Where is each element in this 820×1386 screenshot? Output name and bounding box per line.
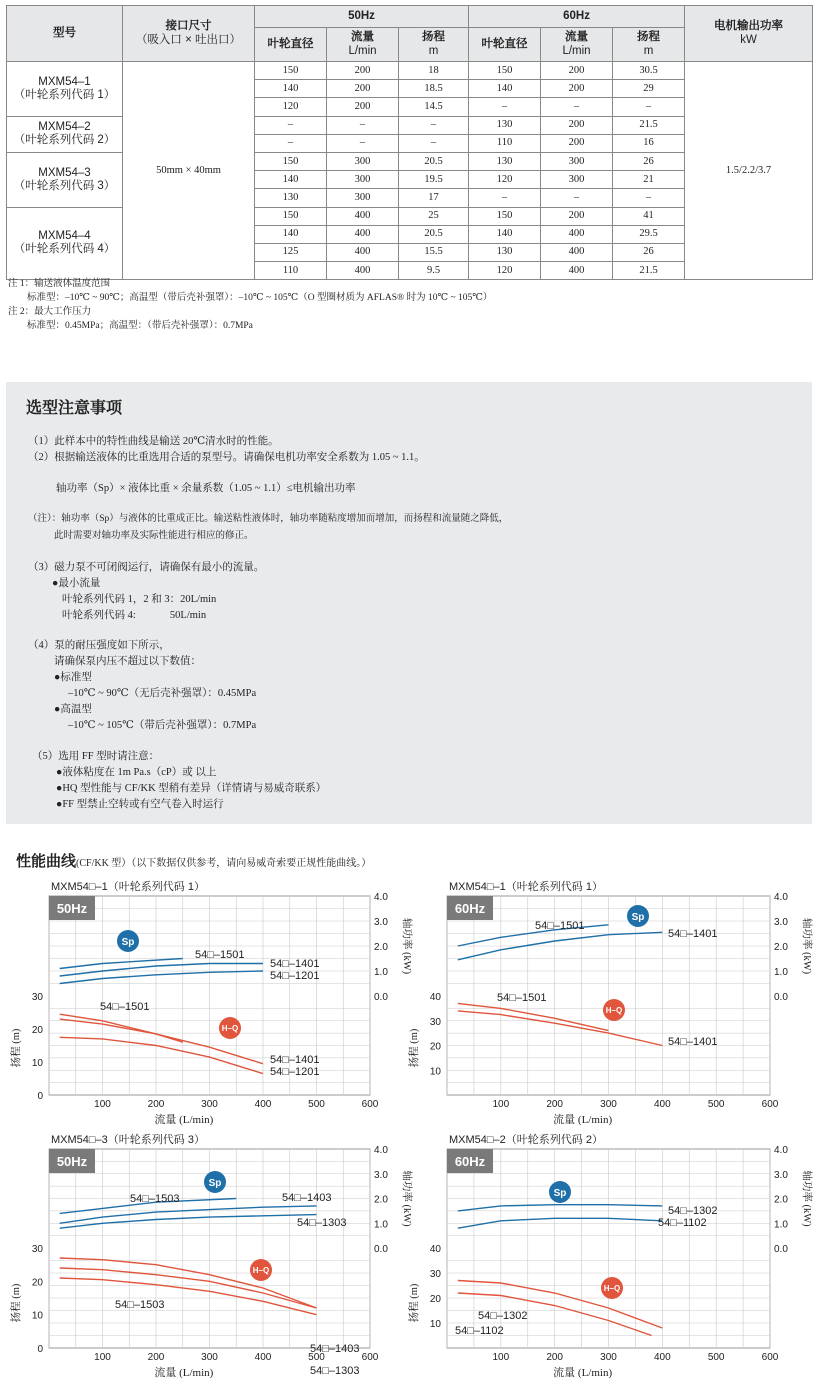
head-tick-label: 40 [429,992,441,1003]
sp-series-label: 54□–1401 [270,958,320,970]
power-tick-label: 2.0 [374,942,388,953]
th-head-50 [399,28,469,62]
table-cell: 300 [327,152,399,170]
table-cell: – [469,98,541,116]
sp-badge-label: Sp [631,912,645,923]
th-power-label: 电机输出功率 [714,20,784,33]
th-model: 型号 [7,6,123,62]
hz-badge-label: 50Hz [56,1154,88,1169]
x-tick-label: 600 [361,1352,379,1363]
perf-heading [16,850,371,871]
power-tick-label: 3.0 [774,917,788,928]
x-tick-label: 300 [600,1099,617,1110]
model-name: MXM54–4 [38,230,91,243]
table-cell: 400 [327,262,399,280]
spec-table-body [7,62,813,280]
table-cell: – [255,116,327,134]
hq-series-label: 54□–1302 [478,1310,528,1322]
table-cell: 26 [613,243,685,261]
th-port-sub: （吸入口 × 吐出口） [135,33,242,46]
table-cell: – [327,116,399,134]
th-head-60-label: 扬程 [637,31,661,44]
spec-table [6,5,813,280]
model-cell [7,62,123,117]
model-name: MXM54–1 [38,75,91,88]
power-tick-label: 2.0 [774,942,788,953]
selection-line: 此时需要对轴功率及实际性能进行相应的修正。 [54,531,254,541]
selection-line: –10℃ ~ 90℃（无后壳补强罩）：0.45MPa [68,688,257,699]
sp-series-label: 54□–1303 [297,1217,347,1229]
head-tick-label: 30 [429,1269,441,1280]
table-cell: – [541,98,613,116]
x-tick-label: 500 [308,1099,325,1110]
x-tick-label: 500 [707,1352,725,1363]
chart-panel [9,879,414,1126]
chart-panel [9,1132,414,1378]
chart-title: MXM54□–3（叶轮系列代码 3） [51,1134,205,1146]
table-cell: – [613,98,685,116]
chart-title: MXM54□–1（叶轮系列代码 1） [449,881,603,893]
table-cell: 120 [469,171,541,189]
model-code: （叶轮系列代码 1） [13,88,116,101]
table-cell: 130 [255,189,327,207]
sp-series-label: 54□–1401 [668,928,718,940]
table-cell: 200 [327,98,399,116]
table-cell: 15.5 [399,243,469,261]
table-cell: 140 [469,80,541,98]
hq-badge-label: H–Q [603,1284,621,1293]
x-tick-label: 100 [94,1099,111,1110]
table-cell: 130 [469,116,541,134]
th-head-60 [613,28,685,62]
performance-charts [0,878,820,1378]
table-cell: 18 [399,62,469,80]
table-cell: 400 [541,262,613,280]
table-cell: – [541,189,613,207]
table-cell: 300 [327,171,399,189]
table-cell: – [469,189,541,207]
th-port-label: 接口尺寸 [165,20,212,33]
hq-series-label: 54□–1401 [270,1054,320,1066]
th-port [123,6,255,62]
head-tick-label: 20 [31,1277,43,1289]
th-flow-50-unit: L/min [348,44,377,57]
x-tick-label: 500 [707,1099,725,1110]
x-tick-label: 300 [201,1352,218,1363]
table-cell: 400 [327,243,399,261]
table-cell: 140 [255,80,327,98]
selection-line: ●高温型 [54,704,92,715]
x-tick-label: 400 [653,1099,671,1110]
power-tick-label: 3.0 [374,1169,388,1181]
selection-notes-panel [6,382,812,824]
hq-badge-label: H–Q [605,1006,623,1015]
table-notes [8,277,492,333]
x-tick-label: 400 [254,1099,272,1110]
sp-badge-label: Sp [121,937,135,948]
x-tick-label: 100 [492,1352,510,1363]
selection-line: （5）选用 FF 型时请注意： [32,751,160,762]
selection-line: ●标准型 [54,672,92,683]
power-tick-label: 0.0 [374,1244,388,1255]
x-tick-label: 200 [147,1352,165,1363]
x-tick-label: 400 [653,1352,671,1363]
x-tick-label: 100 [94,1352,111,1363]
table-cell: 21.5 [613,262,685,280]
hz-badge-label: 60Hz [454,901,486,916]
table-cell: 18.5 [399,80,469,98]
note-line: 注 2：最大工作压力 [8,307,92,317]
hq-series-label: 54□–1403 [310,1343,360,1355]
power-tick-label: 2.0 [774,1194,788,1206]
x-axis-label: 流量 (L/min) [154,1367,214,1378]
th-power-unit: kW [740,33,757,46]
power-tick-label: 0.0 [774,992,788,1003]
selection-line: （3）磁力泵不可闭阀运行，请确保有最小的流量。 [28,562,265,573]
table-cell: 200 [541,207,613,225]
table-cell: 29 [613,80,685,98]
power-tick-label: 0.0 [374,992,388,1003]
model-cell [7,207,123,280]
power-tick-label: 4.0 [774,892,788,903]
selection-line: （4）泵的耐压强度如下所示， [28,640,170,651]
model-name: MXM54–2 [38,121,91,134]
power-tick-label: 2.0 [374,1194,388,1206]
selection-line: –10℃ ~ 105℃（带后壳补强罩）：0.7MPa [68,720,257,731]
th-60hz: 60Hz [469,6,685,28]
table-cell: 130 [469,243,541,261]
th-power [685,6,813,62]
hz-badge-label: 50Hz [56,901,88,916]
hq-series-label: 54□–1303 [310,1365,360,1377]
head-tick-label: 40 [429,1244,441,1255]
th-impeller-50: 叶轮直径 [255,28,327,62]
selection-line: ●液体粘度在 1m Pa.s（cP）或 以上 [56,767,217,778]
power-tick-label: 4.0 [374,892,388,903]
table-cell: 125 [255,243,327,261]
table-cell: 20.5 [399,225,469,243]
head-tick-label: 10 [429,1066,441,1078]
table-cell: 41 [613,207,685,225]
head-axis-label: 扬程 (m) [409,1028,420,1068]
table-cell: 140 [255,225,327,243]
table-cell: 200 [541,80,613,98]
x-tick-label: 300 [600,1352,617,1363]
th-flow-60 [541,28,613,62]
table-cell: 300 [327,189,399,207]
table-cell: 26 [613,152,685,170]
head-tick-label: 0 [37,1344,43,1355]
hq-series-label: 54□–1102 [455,1325,504,1337]
hq-series-label: 54□–1401 [668,1036,718,1048]
perf-heading-note: (CF/KK 型）（以下数据仅供参考，请向易威奇索要正规性能曲线。） [76,858,372,869]
selection-line: 叶轮系列代码 1，2 和 3：20L/min [62,594,217,605]
power-tick-label: 1.0 [774,1219,788,1231]
perf-heading-main: 性能曲线 [16,853,77,870]
head-axis-label: 扬程 (m) [11,1283,22,1323]
x-axis-label: 流量 (L/min) [553,1367,613,1378]
table-cell: 110 [469,134,541,152]
head-tick-label: 10 [31,1058,43,1069]
table-cell: – [613,189,685,207]
table-cell: 21.5 [613,116,685,134]
selection-line: ●最小流量 [52,578,101,589]
selection-line: ●HQ 型性能与 CF/KK 型稍有差异（详情请与易威奇联系） [56,783,327,794]
selection-line: （2）根据输送液体的比重选用合适的泵型号。请确保电机功率安全系数为 1.05 ~ 1.1。 [28,452,425,463]
table-cell: 140 [255,171,327,189]
table-cell: 14.5 [399,98,469,116]
note-line: 注 1：输送液体温度范围 [8,279,111,289]
table-cell: 400 [327,225,399,243]
table-cell: 150 [255,62,327,80]
selection-title: 选型注意事项 [26,400,123,417]
head-tick-label: 30 [31,992,43,1003]
table-cell: 130 [469,152,541,170]
hz-badge-label: 60Hz [454,1154,486,1169]
sp-series-label: 54□–1501 [195,949,245,961]
th-head-60-unit: m [643,44,654,57]
sp-badge-label: Sp [553,1188,567,1199]
power-tick-label: 3.0 [374,917,388,928]
chart-panel [407,879,814,1126]
head-tick-label: 20 [429,1294,441,1305]
table-cell: 120 [469,262,541,280]
th-flow-50-label: 流量 [351,31,374,44]
hq-series-label: 54□–1201 [270,1066,320,1078]
table-cell: 400 [541,225,613,243]
power-axis-label: 轴功率 (kW) [401,917,412,975]
sp-series-label: 54□–1503 [130,1193,180,1205]
power-tick-label: 4.0 [374,1145,388,1156]
hq-badge-label: H–Q [252,1266,270,1275]
note-line: 标准型：0.45MPa；高温型：（带后壳补强罩）：0.7MPa [8,321,253,331]
power-tick-label: 1.0 [374,1219,388,1231]
sp-series-label: 54□–1201 [270,970,320,982]
table-cell: 200 [327,80,399,98]
model-code: （叶轮系列代码 3） [13,179,116,192]
x-tick-label: 300 [201,1099,218,1110]
hq-badge-label: H–Q [221,1024,239,1033]
table-row [7,62,813,80]
x-tick-label: 200 [147,1099,165,1110]
x-tick-label: 200 [546,1099,564,1110]
x-tick-label: 600 [761,1352,779,1363]
x-tick-label: 100 [492,1099,510,1110]
th-head-50-label: 扬程 [422,31,445,44]
selection-line: 轴功率（Sp）× 液体比重 × 余量系数（1.05 ~ 1.1）≤电机输出功率 [56,483,356,494]
chart-title: MXM54□–1（叶轮系列代码 1） [51,881,205,893]
power-axis-label: 轴功率 (kW) [801,917,812,975]
table-cell: 30.5 [613,62,685,80]
table-cell: 25 [399,207,469,225]
th-flow-60-label: 流量 [565,31,589,44]
head-tick-label: 20 [31,1025,43,1036]
model-cell [7,152,123,207]
th-head-50-unit: m [428,44,439,57]
selection-line: （1）此样本中的特性曲线是输送 20℃清水时的性能。 [28,436,279,447]
power-tick-label: 0.0 [774,1244,788,1255]
table-cell: 110 [255,262,327,280]
table-cell: 120 [255,98,327,116]
chart-title: MXM54□–2（叶轮系列代码 2） [449,1134,603,1146]
power-tick-label: 1.0 [774,967,788,978]
x-axis-label: 流量 (L/min) [553,1114,613,1126]
table-cell: 19.5 [399,171,469,189]
x-tick-label: 600 [361,1099,379,1110]
table-cell: 150 [255,152,327,170]
x-tick-label: 600 [761,1099,779,1110]
table-cell: 200 [541,62,613,80]
power-value-cell: 1.5/2.2/3.7 [685,62,813,280]
table-cell: 200 [541,134,613,152]
model-cell [7,116,123,152]
table-cell: 200 [327,62,399,80]
power-tick-label: 3.0 [774,1169,788,1181]
head-tick-label: 20 [429,1041,441,1053]
model-code: （叶轮系列代码 2） [13,134,116,147]
table-cell: 150 [469,207,541,225]
power-axis-label: 轴功率 (kW) [401,1170,412,1227]
x-tick-label: 400 [254,1352,272,1363]
sp-series-label: 54□–1102 [658,1217,707,1229]
power-tick-label: 1.0 [374,967,388,978]
head-tick-label: 30 [31,1244,43,1255]
selection-line: 叶轮系列代码 4: 50L/min [62,610,207,621]
sp-series-label: 54□–1501 [535,920,585,932]
table-cell: – [399,134,469,152]
hq-series-label: 54□–1501 [100,1001,150,1013]
table-cell: 150 [469,62,541,80]
th-flow-60-unit: L/min [562,44,591,57]
table-cell: 300 [541,171,613,189]
head-tick-label: 10 [31,1310,43,1322]
chart-panel [407,1132,814,1378]
table-cell: – [399,116,469,134]
head-tick-label: 10 [429,1319,441,1330]
table-cell: – [327,134,399,152]
sp-series-label: 54□–1302 [668,1205,718,1217]
x-tick-label: 200 [546,1352,564,1363]
table-cell: 140 [469,225,541,243]
table-cell: 200 [541,116,613,134]
selection-line: （注）：轴功率（Sp）与液体的比重成正比。输送粘性液体时，轴功率随粘度增加而增加，而扬程和流量随之降低， [28,514,509,524]
table-cell: 9.5 [399,262,469,280]
head-tick-label: 0 [37,1091,43,1102]
table-cell: 17 [399,189,469,207]
power-axis-label: 轴功率 (kW) [801,1170,812,1227]
x-tick-label: 500 [308,1352,325,1363]
table-cell: 300 [541,152,613,170]
table-cell: 16 [613,134,685,152]
table-cell: 400 [541,243,613,261]
head-axis-label: 扬程 (m) [409,1283,420,1323]
table-cell: – [255,134,327,152]
head-tick-label: 30 [429,1016,441,1028]
model-name: MXM54–3 [38,166,91,179]
selection-line: 请确保泵内压不超过以下数值： [54,656,201,667]
th-flow-50 [327,28,399,62]
hq-series-label: 54□–1501 [497,992,547,1004]
th-50hz: 50Hz [255,6,469,28]
table-cell: 400 [327,207,399,225]
sp-series-label: 54□–1403 [282,1192,332,1204]
table-cell: 21 [613,171,685,189]
table-cell: 20.5 [399,152,469,170]
power-tick-label: 4.0 [774,1145,788,1156]
note-line: 标准型：–10℃ ~ 90℃；高温型（带后壳补强罩）：–10℃ ~ 105℃（O 型圈材质为 AFLAS® 时为 10℃ ~ 105℃） [8,293,493,303]
x-axis-label: 流量 (L/min) [154,1114,214,1126]
sp-badge-label: Sp [208,1178,222,1189]
model-code: （叶轮系列代码 4） [13,243,116,256]
port-size-cell: 50mm × 40mm [123,62,255,280]
th-impeller-60: 叶轮直径 [469,28,541,62]
table-cell: 29.5 [613,225,685,243]
hq-series-label: 54□–1503 [115,1299,165,1311]
selection-line: ●FF 型禁止空转或有空气卷入时运行 [56,799,224,810]
head-axis-label: 扬程 (m) [11,1028,22,1068]
table-cell: 150 [255,207,327,225]
